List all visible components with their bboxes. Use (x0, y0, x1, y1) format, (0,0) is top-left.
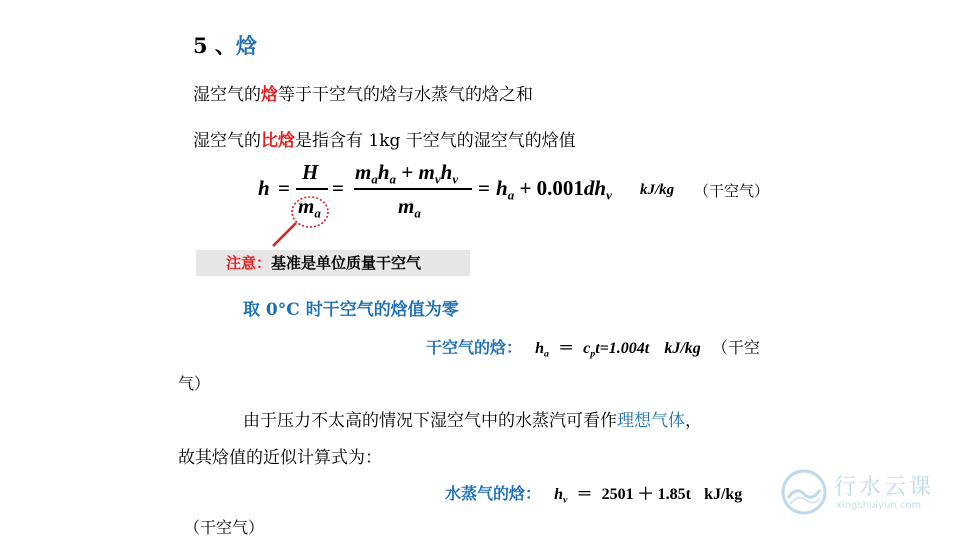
formula-eq-3: = (478, 176, 490, 200)
vapor-label: 水蒸气的焓： (445, 484, 542, 503)
line2-highlight: 比焓 (261, 131, 295, 151)
fraction1-denominator: $m_a$ (298, 194, 321, 221)
dry-air-eq: ＝ (558, 340, 575, 357)
dry-air-value: $c_pt=1.004t$ (583, 340, 650, 360)
definition-line-2 (193, 126, 576, 151)
zero-reference-line: 取 0°C 时干空气的焓值为零 (243, 300, 459, 320)
vapor-value: 2501 ＋ 1.85t (601, 486, 691, 503)
formula-lhs: h (258, 176, 270, 200)
note-box (196, 250, 470, 276)
note-text: 基准是单位质量干空气 (271, 254, 422, 272)
dry-air-label: 干空气的焓： (426, 338, 523, 357)
vapor-explanation-2: 故其焓值的近似计算式为： (178, 448, 382, 468)
fraction1-numerator: H (302, 160, 319, 184)
slide-title (193, 30, 257, 60)
definition-line-1 (193, 80, 533, 105)
formula-rhs: $h_a + 0.001dh_v$ (496, 176, 612, 203)
dry-air-paren-open: （干空 (711, 338, 760, 357)
note-label: 注意： (226, 254, 272, 272)
line2-pre: 湿空气的 (193, 131, 261, 151)
section-topic: 焓 (235, 33, 257, 58)
dry-air-enthalpy (426, 335, 760, 359)
logo-name: 行水云课 (834, 475, 935, 500)
formula-eq-2: = (332, 176, 344, 200)
formula-note: （干空气） (694, 182, 770, 200)
logo-url: xingshuiyun.com (836, 500, 922, 511)
wave-logo-icon (780, 468, 828, 516)
ideal-gas-highlight: 理想气体 (617, 411, 685, 431)
dry-air-h: $h_a$ (535, 340, 549, 360)
watermark-logo (780, 462, 950, 522)
dry-air-paren-close: 气） (178, 374, 211, 393)
vapor-eq: ＝ (576, 486, 593, 503)
dry-air-unit: kJ/kg (664, 340, 701, 357)
line1-highlight: 焓 (261, 85, 278, 105)
formula-unit: kJ/kg (640, 182, 675, 198)
callout-pointer (273, 223, 296, 246)
vapor-h: $h_v$ (554, 486, 568, 506)
vapor-enthalpy (445, 481, 742, 505)
fraction2-numerator: $m_ah_a + m_vh_v$ (355, 160, 459, 187)
line2-post: 是指含有 1kg 干空气的湿空气的焓值 (295, 131, 576, 151)
vapor-explanation-1: 由于压力不太高的情况下湿空气中的水蒸汽可看作理想气体， (243, 411, 702, 431)
section-number: 5 、 (193, 33, 236, 58)
line1-pre: 湿空气的 (193, 85, 261, 105)
fraction2-denominator: $m_a$ (398, 194, 421, 221)
vapor-unit: kJ/kg (704, 486, 743, 503)
callout-circle (292, 197, 328, 227)
line1-post: 等于干空气的焓与水蒸气的焓之和 (278, 85, 533, 105)
fraction2-bar (354, 188, 472, 190)
callout-graphic (268, 190, 338, 250)
formula-eq-1: = (278, 176, 290, 200)
enthalpy-formula (258, 158, 798, 228)
vapor-paren: （干空气） (184, 518, 265, 537)
